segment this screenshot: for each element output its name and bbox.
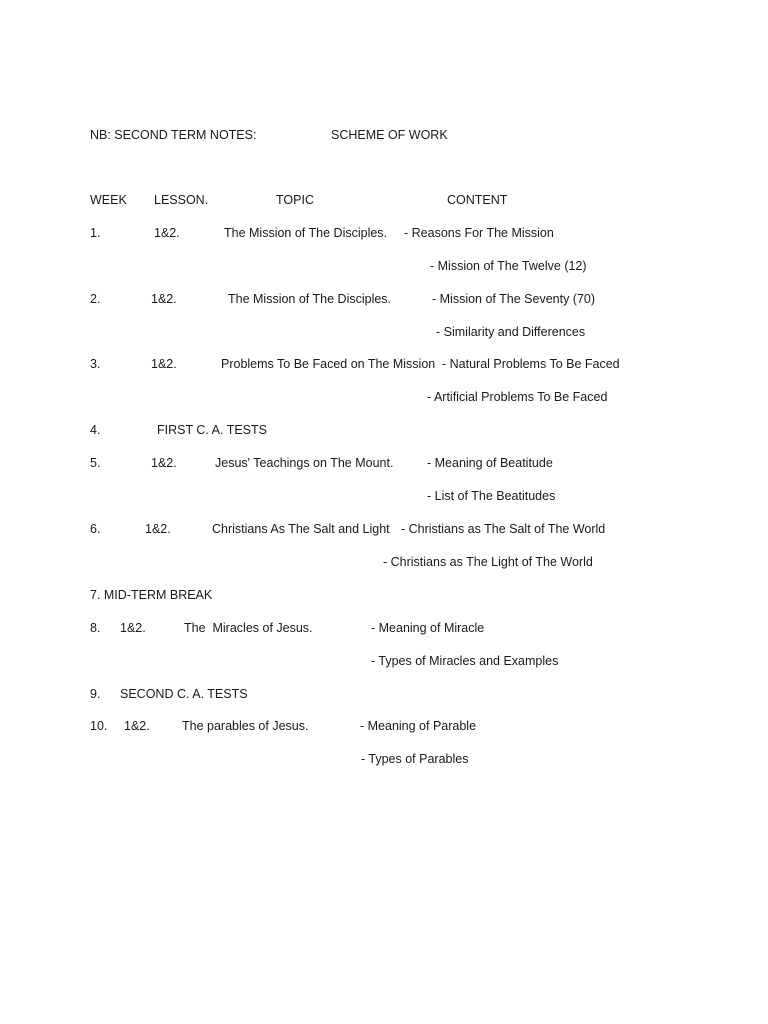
row-2-topic: The Mission of The Disciples. [228,292,392,306]
row-6-content-1: - Christians as The Salt of The World [401,522,606,536]
row-5-week: 5. [90,456,101,470]
row-2-content-1: - Mission of The Seventy (70) [432,292,596,306]
row-1-lesson: 1&2. [154,226,180,240]
column-header-lesson: LESSON. [154,193,209,207]
row-10-topic: The parables of Jesus. [182,719,309,733]
row-1-content-1: - Reasons For The Mission [404,226,554,240]
row-8-content-1: - Meaning of Miracle [371,621,485,635]
row-7-break: 7. MID-TERM BREAK [90,588,213,602]
row-8-lesson: 1&2. [120,621,146,635]
scheme-title: SCHEME OF WORK [331,128,448,142]
row-5-content-2: - List of The Beatitudes [427,489,556,503]
row-6-topic: Christians As The Salt and Light [212,522,390,536]
row-10-content-1: - Meaning of Parable [360,719,477,733]
row-1-week: 1. [90,226,101,240]
row-5-lesson: 1&2. [151,456,177,470]
row-1-content-2: - Mission of The Twelve (12) [430,259,587,273]
row-6-content-2: - Christians as The Light of The World [383,555,593,569]
row-3-topic: Problems To Be Faced on The Mission [221,357,436,371]
row-2-lesson: 1&2. [151,292,177,306]
row-9-note: SECOND C. A. TESTS [120,687,248,701]
column-header-week: WEEK [90,193,127,207]
row-6-week: 6. [90,522,101,536]
row-4-note: FIRST C. A. TESTS [157,423,267,437]
row-2-week: 2. [90,292,101,306]
row-3-content-1: - Natural Problems To Be Faced [442,357,620,371]
row-2-content-2: - Similarity and Differences [436,325,586,339]
row-1-topic: The Mission of The Disciples. [224,226,388,240]
row-3-week: 3. [90,357,101,371]
row-8-week: 8. [90,621,101,635]
row-10-week: 10. [90,719,108,733]
notes-label: NB: SECOND TERM NOTES: [90,128,257,142]
row-10-content-2: - Types of Parables [361,752,469,766]
row-9-week: 9. [90,687,101,701]
row-5-content-1: - Meaning of Beatitude [427,456,553,470]
row-3-lesson: 1&2. [151,357,177,371]
row-5-topic: Jesus' Teachings on The Mount. [215,456,394,470]
row-3-content-2: - Artificial Problems To Be Faced [427,390,608,404]
column-header-content: CONTENT [447,193,508,207]
column-header-topic: TOPIC [276,193,314,207]
row-10-lesson: 1&2. [124,719,150,733]
row-8-content-2: - Types of Miracles and Examples [371,654,559,668]
row-8-topic: The Miracles of Jesus. [184,621,313,635]
row-4-week: 4. [90,423,101,437]
row-6-lesson: 1&2. [145,522,171,536]
